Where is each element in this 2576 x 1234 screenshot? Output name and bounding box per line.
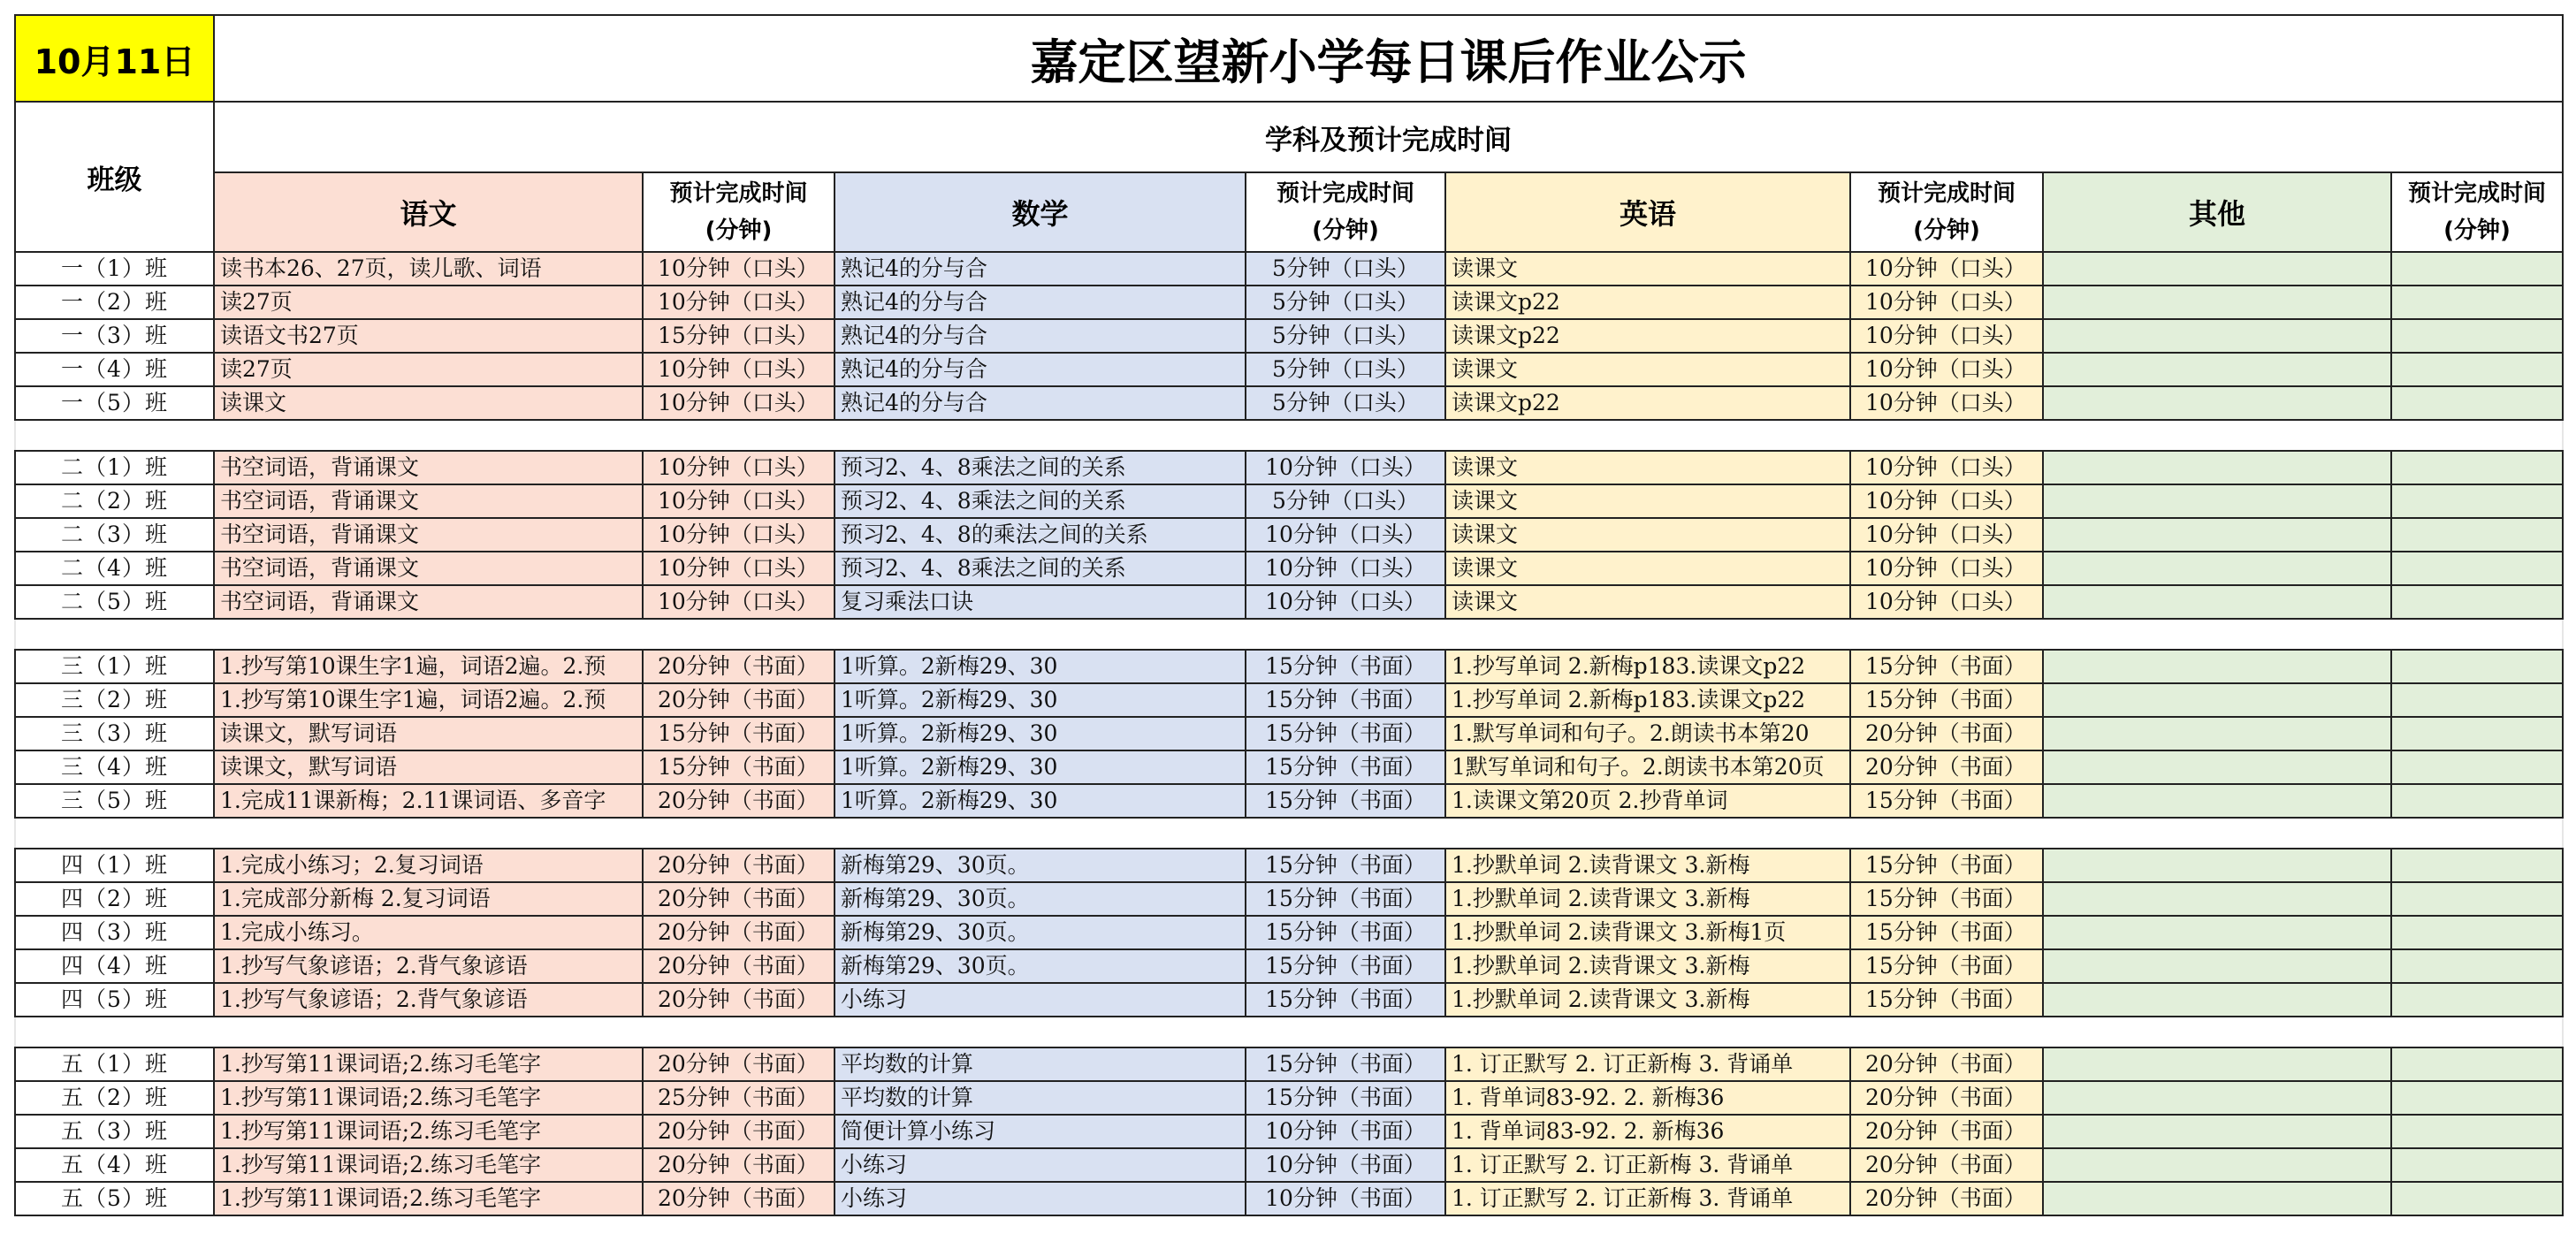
table-row bbox=[15, 1047, 2563, 1081]
table-row bbox=[15, 683, 2563, 717]
math-homework-cell: 1听算。2新梅29、30 bbox=[835, 650, 1246, 683]
class-name-cell: 五（1）班 bbox=[15, 1047, 214, 1081]
other-homework-cell bbox=[2043, 784, 2391, 818]
chinese-time-cell: 20分钟（书面） bbox=[643, 949, 835, 983]
chinese-time-cell: 20分钟（书面） bbox=[643, 1047, 835, 1081]
math-homework-cell: 熟记4的分与合 bbox=[835, 353, 1246, 386]
other-time-cell bbox=[2391, 683, 2563, 717]
class-name-cell: 二（3）班 bbox=[15, 518, 214, 552]
class-name-cell: 二（4）班 bbox=[15, 552, 214, 585]
english-homework-cell: 1.抄默单词 2.读背课文 3.新梅 bbox=[1445, 949, 1850, 983]
table-row bbox=[15, 849, 2563, 882]
chinese-homework-cell: 读语文书27页 bbox=[214, 319, 643, 353]
english-time-cell: 10分钟（口头） bbox=[1850, 252, 2043, 286]
math-time-cell: 5分钟（口头） bbox=[1246, 353, 1445, 386]
chinese-time-cell: 10分钟（口头） bbox=[643, 451, 835, 484]
chinese-homework-cell: 读书本26、27页，读儿歌、词语 bbox=[214, 252, 643, 286]
other-time-cell bbox=[2391, 319, 2563, 353]
math-homework-cell: 新梅第29、30页。 bbox=[835, 882, 1246, 916]
english-homework-cell: 读课文p22 bbox=[1445, 286, 1850, 319]
chinese-time-cell: 20分钟（书面） bbox=[643, 849, 835, 882]
english-homework-cell: 1. 订正默写 2. 订正新梅 3. 背诵单 bbox=[1445, 1148, 1850, 1182]
class-name-cell: 四（4）班 bbox=[15, 949, 214, 983]
class-name-cell: 二（5）班 bbox=[15, 585, 214, 619]
chinese-homework-cell: 读课文，默写词语 bbox=[214, 750, 643, 784]
english-time-cell: 20分钟（书面） bbox=[1850, 717, 2043, 750]
chinese-time-cell: 15分钟（书面） bbox=[643, 717, 835, 750]
chinese-homework-cell: 1.完成部分新梅 2.复习词语 bbox=[214, 882, 643, 916]
other-time-cell bbox=[2391, 585, 2563, 619]
class-name-cell: 一（5）班 bbox=[15, 386, 214, 420]
other-homework-cell bbox=[2043, 451, 2391, 484]
other-homework-cell bbox=[2043, 650, 2391, 683]
english-homework-cell: 1.抄写单词 2.新梅p183.读课文p22 bbox=[1445, 650, 1850, 683]
other-homework-cell bbox=[2043, 683, 2391, 717]
other-homework-cell bbox=[2043, 319, 2391, 353]
english-time-cell: 15分钟（书面） bbox=[1850, 916, 2043, 949]
chinese-homework-cell: 1.抄写第11课词语;2.练习毛笔字 bbox=[214, 1115, 643, 1148]
math-homework-cell: 新梅第29、30页。 bbox=[835, 949, 1246, 983]
english-homework-cell: 1.抄写单词 2.新梅p183.读课文p22 bbox=[1445, 683, 1850, 717]
separator-cell bbox=[15, 619, 2563, 650]
math-homework-cell: 1听算。2新梅29、30 bbox=[835, 784, 1246, 818]
class-name-cell: 四（2）班 bbox=[15, 882, 214, 916]
math-homework-cell: 1听算。2新梅29、30 bbox=[835, 717, 1246, 750]
table-row bbox=[15, 750, 2563, 784]
math-time-cell: 10分钟（书面） bbox=[1246, 1148, 1445, 1182]
class-name-cell: 二（2）班 bbox=[15, 484, 214, 518]
other-time-cell bbox=[2391, 1115, 2563, 1148]
english-time-cell: 10分钟（口头） bbox=[1850, 552, 2043, 585]
other-time-cell bbox=[2391, 1047, 2563, 1081]
chinese-time-cell: 10分钟（口头） bbox=[643, 518, 835, 552]
chinese-time-cell: 20分钟（书面） bbox=[643, 784, 835, 818]
math-time-cell: 5分钟（口头） bbox=[1246, 286, 1445, 319]
math-homework-cell: 熟记4的分与合 bbox=[835, 386, 1246, 420]
chinese-homework-cell: 读27页 bbox=[214, 286, 643, 319]
english-time-cell: 10分钟（口头） bbox=[1850, 286, 2043, 319]
separator-cell bbox=[15, 420, 2563, 451]
english-homework-cell: 读课文p22 bbox=[1445, 386, 1850, 420]
chinese-time-cell: 15分钟（书面） bbox=[643, 750, 835, 784]
math-homework-cell: 简便计算小练习 bbox=[835, 1115, 1246, 1148]
other-homework-cell bbox=[2043, 717, 2391, 750]
other-time-cell bbox=[2391, 983, 2563, 1017]
math-time-cell: 15分钟（书面） bbox=[1246, 949, 1445, 983]
math-homework-cell: 预习2、4、8乘法之间的关系 bbox=[835, 552, 1246, 585]
chinese-time-cell: 20分钟（书面） bbox=[643, 683, 835, 717]
english-time-cell: 15分钟（书面） bbox=[1850, 882, 2043, 916]
time-header-line2: (分钟) bbox=[2443, 217, 2511, 244]
other-time-cell bbox=[2391, 650, 2563, 683]
time-header-line1: 预计完成时间 bbox=[2407, 180, 2546, 207]
other-time-cell bbox=[2391, 882, 2563, 916]
other-homework-cell bbox=[2043, 1081, 2391, 1115]
other-column-header: 其他 bbox=[2043, 172, 2391, 252]
math-time-cell: 15分钟（书面） bbox=[1246, 717, 1445, 750]
grade-separator bbox=[15, 619, 2563, 650]
other-time-cell bbox=[2391, 484, 2563, 518]
math-homework-cell: 平均数的计算 bbox=[835, 1081, 1246, 1115]
math-time-cell: 10分钟（口头） bbox=[1246, 451, 1445, 484]
time-header-line1: 预计完成时间 bbox=[669, 180, 808, 207]
other-time-cell bbox=[2391, 552, 2563, 585]
other-homework-cell bbox=[2043, 983, 2391, 1017]
math-time-cell: 15分钟（书面） bbox=[1246, 1081, 1445, 1115]
other-homework-cell bbox=[2043, 518, 2391, 552]
chinese-homework-cell: 1.抄写气象谚语；2.背气象谚语 bbox=[214, 983, 643, 1017]
chinese-homework-cell: 书空词语，背诵课文 bbox=[214, 585, 643, 619]
chinese-time-header bbox=[643, 172, 835, 252]
time-header-line2: (分钟) bbox=[1913, 217, 1980, 244]
table-row bbox=[15, 518, 2563, 552]
homework-table bbox=[14, 14, 2564, 1216]
other-homework-cell bbox=[2043, 916, 2391, 949]
english-time-cell: 20分钟（书面） bbox=[1850, 1081, 2043, 1115]
other-time-cell bbox=[2391, 1182, 2563, 1215]
math-time-cell: 15分钟（书面） bbox=[1246, 882, 1445, 916]
math-time-cell: 10分钟（口头） bbox=[1246, 552, 1445, 585]
english-homework-cell: 1. 订正默写 2. 订正新梅 3. 背诵单 bbox=[1445, 1182, 1850, 1215]
other-homework-cell bbox=[2043, 484, 2391, 518]
english-time-cell: 20分钟（书面） bbox=[1850, 1182, 2043, 1215]
other-time-cell bbox=[2391, 784, 2563, 818]
chinese-homework-cell: 书空词语，背诵课文 bbox=[214, 552, 643, 585]
class-name-cell: 三（4）班 bbox=[15, 750, 214, 784]
chinese-homework-cell: 书空词语，背诵课文 bbox=[214, 518, 643, 552]
other-time-header bbox=[2391, 172, 2563, 252]
chinese-homework-cell: 1.抄写气象谚语；2.背气象谚语 bbox=[214, 949, 643, 983]
chinese-homework-cell: 读课文 bbox=[214, 386, 643, 420]
math-homework-cell: 熟记4的分与合 bbox=[835, 319, 1246, 353]
math-homework-cell: 平均数的计算 bbox=[835, 1047, 1246, 1081]
other-homework-cell bbox=[2043, 286, 2391, 319]
english-time-header bbox=[1850, 172, 2043, 252]
other-time-cell bbox=[2391, 518, 2563, 552]
chinese-homework-cell: 1.抄写第11课词语;2.练习毛笔字 bbox=[214, 1148, 643, 1182]
class-name-cell: 五（4）班 bbox=[15, 1148, 214, 1182]
english-homework-cell: 读课文 bbox=[1445, 353, 1850, 386]
table-row bbox=[15, 386, 2563, 420]
english-time-cell: 15分钟（书面） bbox=[1850, 849, 2043, 882]
other-homework-cell bbox=[2043, 750, 2391, 784]
chinese-time-cell: 20分钟（书面） bbox=[643, 1148, 835, 1182]
class-name-cell: 二（1）班 bbox=[15, 451, 214, 484]
math-homework-cell: 新梅第29、30页。 bbox=[835, 849, 1246, 882]
math-homework-cell: 1听算。2新梅29、30 bbox=[835, 750, 1246, 784]
english-column-header: 英语 bbox=[1445, 172, 1850, 252]
table-row bbox=[15, 983, 2563, 1017]
class-name-cell: 三（5）班 bbox=[15, 784, 214, 818]
chinese-homework-cell: 读27页 bbox=[214, 353, 643, 386]
math-time-cell: 15分钟（书面） bbox=[1246, 650, 1445, 683]
class-name-cell: 一（1）班 bbox=[15, 252, 214, 286]
class-name-cell: 五（5）班 bbox=[15, 1182, 214, 1215]
math-homework-cell: 小练习 bbox=[835, 1182, 1246, 1215]
class-name-cell: 五（2）班 bbox=[15, 1081, 214, 1115]
table-row bbox=[15, 319, 2563, 353]
math-time-cell: 10分钟（书面） bbox=[1246, 1115, 1445, 1148]
chinese-time-cell: 10分钟（口头） bbox=[643, 386, 835, 420]
chinese-homework-cell: 1.抄写第10课生字1遍，词语2遍。2.预 bbox=[214, 683, 643, 717]
table-row bbox=[15, 1148, 2563, 1182]
table-row bbox=[15, 784, 2563, 818]
english-homework-cell: 读课文 bbox=[1445, 451, 1850, 484]
other-time-cell bbox=[2391, 252, 2563, 286]
english-homework-cell: 1.抄默单词 2.读背课文 3.新梅 bbox=[1445, 882, 1850, 916]
chinese-time-cell: 10分钟（口头） bbox=[643, 353, 835, 386]
chinese-time-cell: 20分钟（书面） bbox=[643, 1182, 835, 1215]
table-row bbox=[15, 1081, 2563, 1115]
other-homework-cell bbox=[2043, 585, 2391, 619]
other-time-cell bbox=[2391, 849, 2563, 882]
other-homework-cell bbox=[2043, 552, 2391, 585]
other-time-cell bbox=[2391, 717, 2563, 750]
chinese-time-cell: 20分钟（书面） bbox=[643, 650, 835, 683]
table-row bbox=[15, 882, 2563, 916]
other-time-cell bbox=[2391, 916, 2563, 949]
math-time-cell: 5分钟（口头） bbox=[1246, 386, 1445, 420]
chinese-homework-cell: 书空词语，背诵课文 bbox=[214, 451, 643, 484]
chinese-homework-cell: 书空词语，背诵课文 bbox=[214, 484, 643, 518]
grade-separator bbox=[15, 1017, 2563, 1047]
math-homework-cell: 预习2、4、8乘法之间的关系 bbox=[835, 451, 1246, 484]
chinese-time-cell: 20分钟（书面） bbox=[643, 916, 835, 949]
class-name-cell: 一（2）班 bbox=[15, 286, 214, 319]
math-homework-cell: 小练习 bbox=[835, 1148, 1246, 1182]
other-homework-cell bbox=[2043, 353, 2391, 386]
class-name-cell: 四（5）班 bbox=[15, 983, 214, 1017]
other-time-cell bbox=[2391, 750, 2563, 784]
other-homework-cell bbox=[2043, 849, 2391, 882]
english-time-cell: 20分钟（书面） bbox=[1850, 1115, 2043, 1148]
table-row bbox=[15, 286, 2563, 319]
english-homework-cell: 读课文 bbox=[1445, 518, 1850, 552]
english-homework-cell: 1默写单词和句子。2.朗读书本第20页 bbox=[1445, 750, 1850, 784]
subject-group-header: 学科及预计完成时间 bbox=[214, 102, 2563, 172]
english-time-cell: 10分钟（口头） bbox=[1850, 319, 2043, 353]
english-time-cell: 20分钟（书面） bbox=[1850, 750, 2043, 784]
english-time-cell: 20分钟（书面） bbox=[1850, 1148, 2043, 1182]
class-name-cell: 四（3）班 bbox=[15, 916, 214, 949]
math-time-cell: 5分钟（口头） bbox=[1246, 319, 1445, 353]
time-header-line1: 预计完成时间 bbox=[1276, 180, 1414, 207]
math-time-cell: 15分钟（书面） bbox=[1246, 983, 1445, 1017]
other-time-cell bbox=[2391, 286, 2563, 319]
math-homework-cell: 预习2、4、8的乘法之间的关系 bbox=[835, 518, 1246, 552]
english-time-cell: 10分钟（口头） bbox=[1850, 353, 2043, 386]
table-row bbox=[15, 484, 2563, 518]
math-homework-cell: 预习2、4、8乘法之间的关系 bbox=[835, 484, 1246, 518]
chinese-homework-cell: 1.完成小练习。 bbox=[214, 916, 643, 949]
other-time-cell bbox=[2391, 949, 2563, 983]
table-row bbox=[15, 451, 2563, 484]
table-row bbox=[15, 552, 2563, 585]
chinese-time-cell: 15分钟（口头） bbox=[643, 319, 835, 353]
table-row bbox=[15, 252, 2563, 286]
math-homework-cell: 熟记4的分与合 bbox=[835, 252, 1246, 286]
math-homework-cell: 小练习 bbox=[835, 983, 1246, 1017]
english-homework-cell: 1.读课文第20页 2.抄背单词 bbox=[1445, 784, 1850, 818]
table-row bbox=[15, 1182, 2563, 1215]
english-homework-cell: 读课文 bbox=[1445, 552, 1850, 585]
other-homework-cell bbox=[2043, 1047, 2391, 1081]
math-time-cell: 5分钟（口头） bbox=[1246, 484, 1445, 518]
chinese-time-cell: 20分钟（书面） bbox=[643, 1115, 835, 1148]
table-row bbox=[15, 916, 2563, 949]
english-time-cell: 10分钟（口头） bbox=[1850, 386, 2043, 420]
chinese-column-header: 语文 bbox=[214, 172, 643, 252]
chinese-homework-cell: 1.抄写第11课词语;2.练习毛笔字 bbox=[214, 1081, 643, 1115]
table-row bbox=[15, 353, 2563, 386]
table-row bbox=[15, 717, 2563, 750]
chinese-time-cell: 20分钟（书面） bbox=[643, 983, 835, 1017]
math-homework-cell: 复习乘法口诀 bbox=[835, 585, 1246, 619]
chinese-time-cell: 10分钟（口头） bbox=[643, 552, 835, 585]
other-time-cell bbox=[2391, 451, 2563, 484]
english-homework-cell: 1.默写单词和句子。2.朗读书本第20 bbox=[1445, 717, 1850, 750]
chinese-time-cell: 10分钟（口头） bbox=[643, 585, 835, 619]
class-name-cell: 一（4）班 bbox=[15, 353, 214, 386]
math-homework-cell: 新梅第29、30页。 bbox=[835, 916, 1246, 949]
english-time-cell: 15分钟（书面） bbox=[1850, 683, 2043, 717]
english-homework-cell: 读课文 bbox=[1445, 252, 1850, 286]
separator-cell bbox=[15, 1017, 2563, 1047]
time-header-line2: (分钟) bbox=[705, 217, 773, 244]
math-time-cell: 10分钟（口头） bbox=[1246, 585, 1445, 619]
other-time-cell bbox=[2391, 1081, 2563, 1115]
english-homework-cell: 1. 背单词83-92. 2. 新梅36 bbox=[1445, 1115, 1850, 1148]
math-time-cell: 10分钟（口头） bbox=[1246, 518, 1445, 552]
date-label: 10月11日 bbox=[15, 15, 214, 102]
english-time-cell: 10分钟（口头） bbox=[1850, 585, 2043, 619]
other-time-cell bbox=[2391, 353, 2563, 386]
math-homework-cell: 熟记4的分与合 bbox=[835, 286, 1246, 319]
math-time-cell: 15分钟（书面） bbox=[1246, 1047, 1445, 1081]
english-homework-cell: 1.抄默单词 2.读背课文 3.新梅1页 bbox=[1445, 916, 1850, 949]
english-time-cell: 15分钟（书面） bbox=[1850, 784, 2043, 818]
chinese-homework-cell: 读课文，默写词语 bbox=[214, 717, 643, 750]
table-row bbox=[15, 650, 2563, 683]
english-time-cell: 15分钟（书面） bbox=[1850, 983, 2043, 1017]
other-homework-cell bbox=[2043, 882, 2391, 916]
other-homework-cell bbox=[2043, 949, 2391, 983]
table-row bbox=[15, 949, 2563, 983]
english-homework-cell: 读课文p22 bbox=[1445, 319, 1850, 353]
math-time-cell: 15分钟（书面） bbox=[1246, 916, 1445, 949]
grade-separator bbox=[15, 818, 2563, 849]
separator-cell bbox=[15, 818, 2563, 849]
page-title: 嘉定区望新小学每日课后作业公示 bbox=[214, 15, 2563, 102]
english-time-cell: 20分钟（书面） bbox=[1850, 1047, 2043, 1081]
english-homework-cell: 1. 背单词83-92. 2. 新梅36 bbox=[1445, 1081, 1850, 1115]
english-homework-cell: 1. 订正默写 2. 订正新梅 3. 背诵单 bbox=[1445, 1047, 1850, 1081]
class-name-cell: 三（1）班 bbox=[15, 650, 214, 683]
chinese-homework-cell: 1.完成小练习；2.复习词语 bbox=[214, 849, 643, 882]
math-time-cell: 15分钟（书面） bbox=[1246, 750, 1445, 784]
class-name-cell: 三（2）班 bbox=[15, 683, 214, 717]
other-homework-cell bbox=[2043, 252, 2391, 286]
chinese-homework-cell: 1.完成11课新梅；2.11课词语、多音字 bbox=[214, 784, 643, 818]
other-time-cell bbox=[2391, 386, 2563, 420]
other-homework-cell bbox=[2043, 1148, 2391, 1182]
english-time-cell: 10分钟（口头） bbox=[1850, 484, 2043, 518]
english-homework-cell: 读课文 bbox=[1445, 484, 1850, 518]
english-homework-cell: 1.抄默单词 2.读背课文 3.新梅 bbox=[1445, 849, 1850, 882]
class-name-cell: 四（1）班 bbox=[15, 849, 214, 882]
other-homework-cell bbox=[2043, 386, 2391, 420]
math-time-cell: 10分钟（书面） bbox=[1246, 1182, 1445, 1215]
chinese-time-cell: 10分钟（口头） bbox=[643, 252, 835, 286]
chinese-homework-cell: 1.抄写第10课生字1遍，词语2遍。2.预 bbox=[214, 650, 643, 683]
chinese-time-cell: 10分钟（口头） bbox=[643, 484, 835, 518]
class-name-cell: 一（3）班 bbox=[15, 319, 214, 353]
math-time-cell: 15分钟（书面） bbox=[1246, 849, 1445, 882]
grade-separator bbox=[15, 420, 2563, 451]
title-row bbox=[15, 15, 2563, 102]
english-time-cell: 10分钟（口头） bbox=[1850, 451, 2043, 484]
other-homework-cell bbox=[2043, 1182, 2391, 1215]
other-homework-cell bbox=[2043, 1115, 2391, 1148]
other-time-cell bbox=[2391, 1148, 2563, 1182]
time-header-line2: (分钟) bbox=[1312, 217, 1379, 244]
table-row bbox=[15, 585, 2563, 619]
class-column-header: 班级 bbox=[15, 102, 214, 252]
subject-group-row bbox=[15, 102, 2563, 172]
english-homework-cell: 读课文 bbox=[1445, 585, 1850, 619]
english-homework-cell: 1.抄默单词 2.读背课文 3.新梅 bbox=[1445, 983, 1850, 1017]
chinese-time-cell: 20分钟（书面） bbox=[643, 882, 835, 916]
chinese-homework-cell: 1.抄写第11课词语;2.练习毛笔字 bbox=[214, 1047, 643, 1081]
english-time-cell: 15分钟（书面） bbox=[1850, 650, 2043, 683]
math-column-header: 数学 bbox=[835, 172, 1246, 252]
column-header-row bbox=[15, 172, 2563, 252]
chinese-homework-cell: 1.抄写第11课词语;2.练习毛笔字 bbox=[214, 1182, 643, 1215]
math-time-cell: 15分钟（书面） bbox=[1246, 784, 1445, 818]
math-time-header bbox=[1246, 172, 1445, 252]
math-time-cell: 15分钟（书面） bbox=[1246, 683, 1445, 717]
table-row bbox=[15, 1115, 2563, 1148]
time-header-line1: 预计完成时间 bbox=[1877, 180, 2016, 207]
english-time-cell: 15分钟（书面） bbox=[1850, 949, 2043, 983]
chinese-time-cell: 25分钟（书面） bbox=[643, 1081, 835, 1115]
class-name-cell: 五（3）班 bbox=[15, 1115, 214, 1148]
english-time-cell: 10分钟（口头） bbox=[1850, 518, 2043, 552]
math-homework-cell: 1听算。2新梅29、30 bbox=[835, 683, 1246, 717]
math-time-cell: 5分钟（口头） bbox=[1246, 252, 1445, 286]
class-name-cell: 三（3）班 bbox=[15, 717, 214, 750]
chinese-time-cell: 10分钟（口头） bbox=[643, 286, 835, 319]
